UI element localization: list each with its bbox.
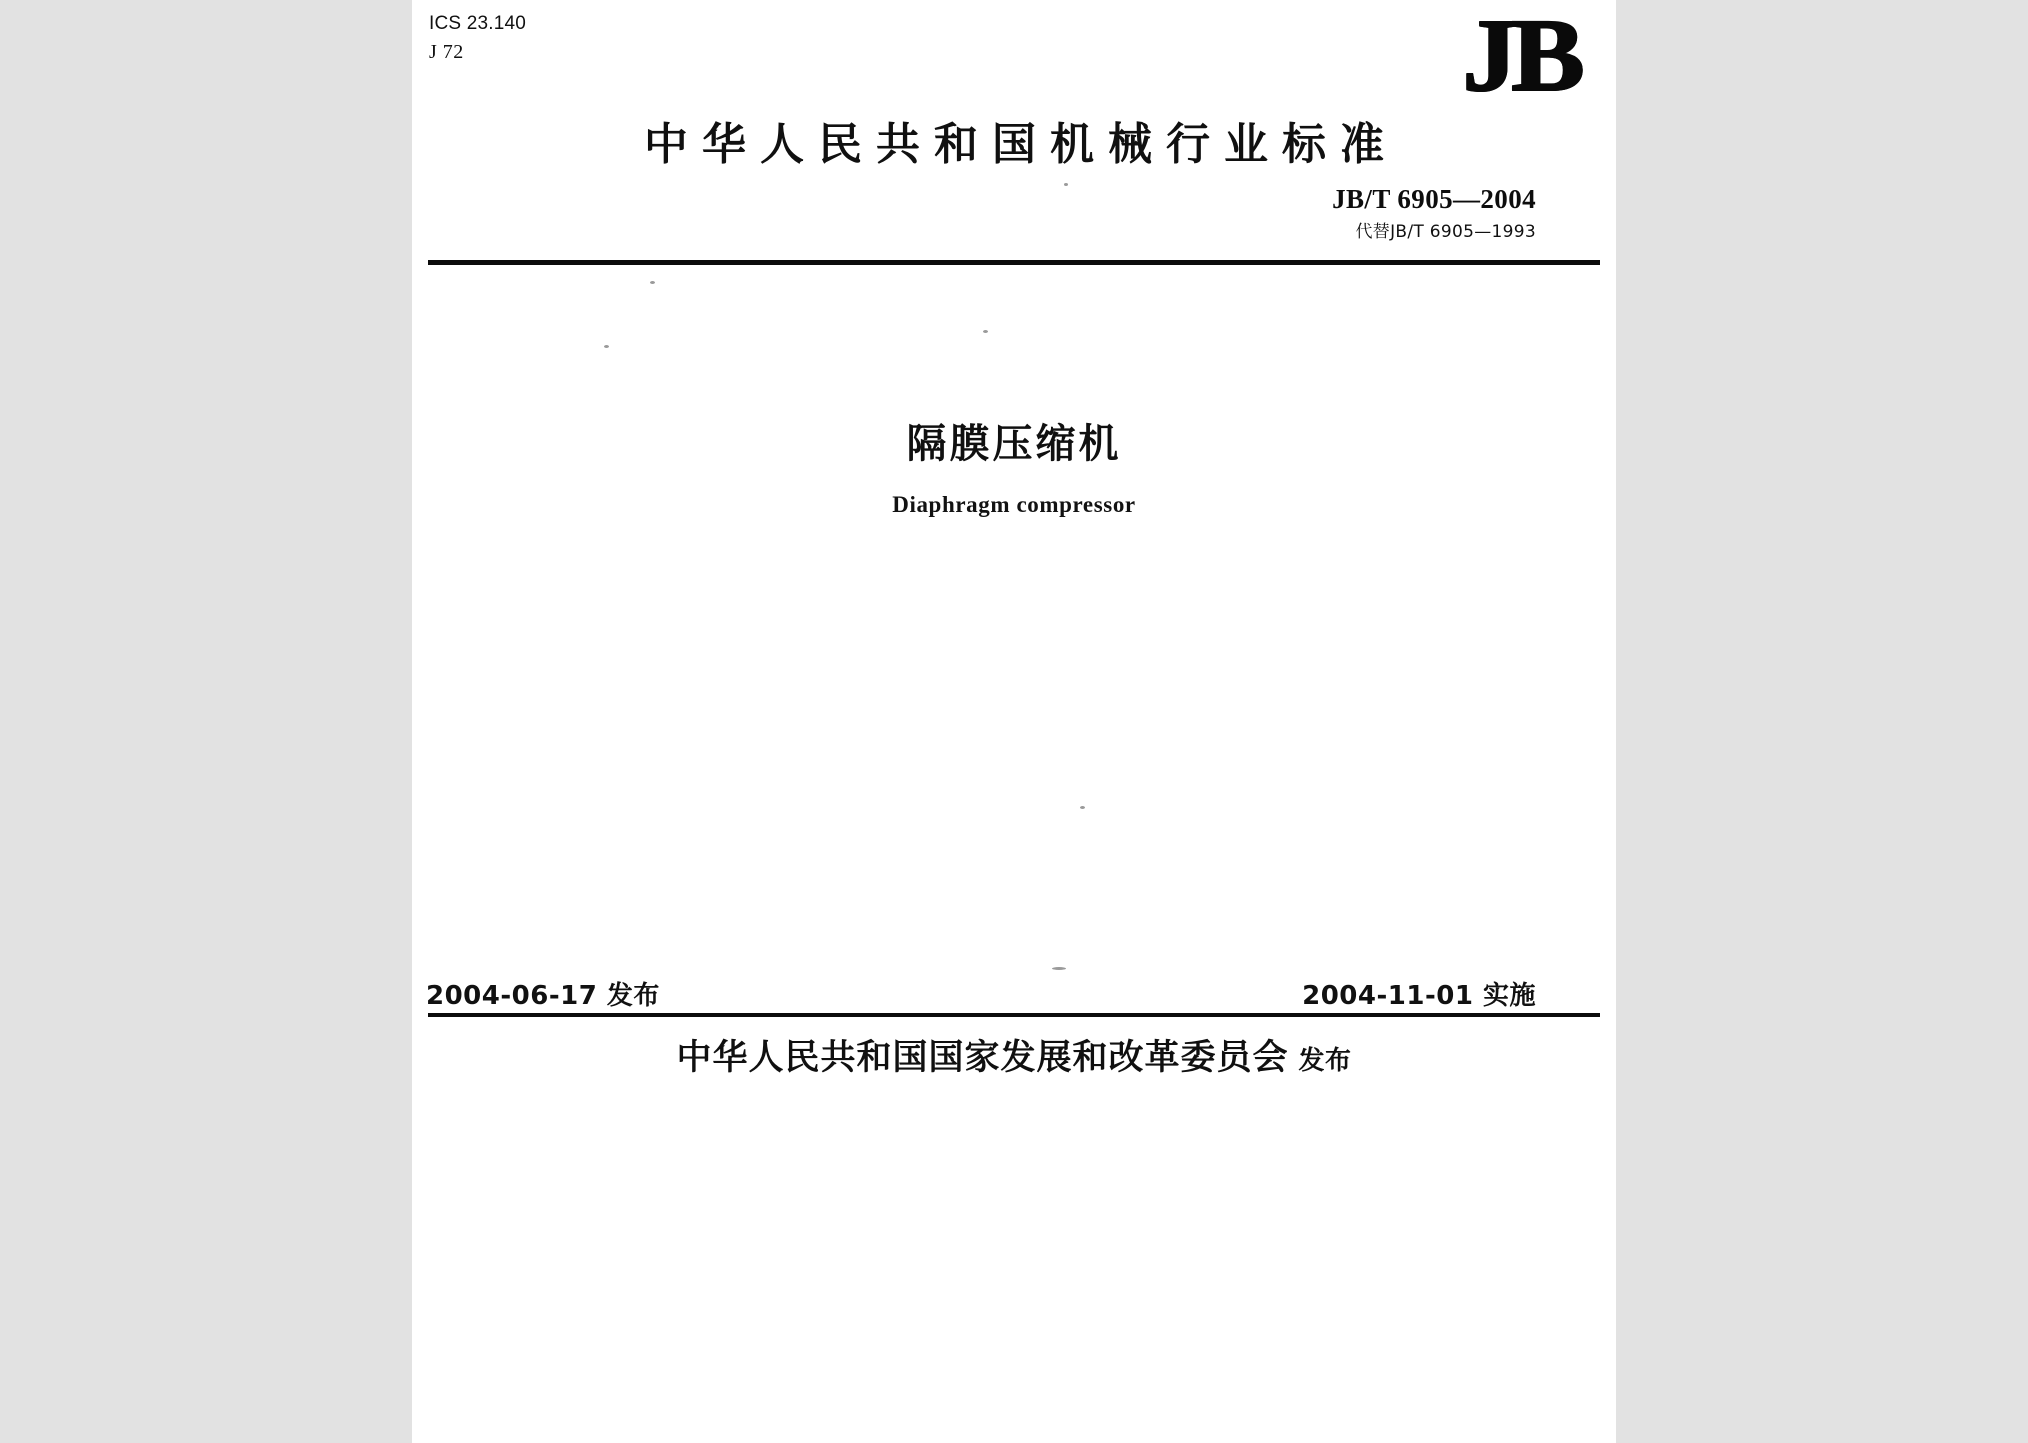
- scan-speck: [1080, 806, 1085, 809]
- standard-header-chinese: 中华人民共和国机械行业标准: [644, 119, 1398, 170]
- ics-classification-block: [429, 10, 526, 67]
- jb-logo: JB: [1462, 0, 1578, 113]
- scan-speck: [1064, 183, 1068, 186]
- page-content: [412, 0, 1616, 1443]
- publisher-name: 中华人民共和国国家发展和改革委员会: [676, 1038, 1289, 1078]
- footer-divider: [428, 1013, 1600, 1017]
- scan-speck: [650, 281, 655, 284]
- scan-speck: [1052, 967, 1066, 970]
- ics-code: ICS 23.140: [429, 13, 527, 34]
- standard-cover-page: [412, 0, 1616, 1443]
- scan-speck: [604, 345, 609, 348]
- standard-number: JB/T 6905—2004: [1332, 184, 1536, 214]
- standard-replaces: 代替JB/T 6905—1993: [1355, 222, 1536, 242]
- classification-code: J 72: [429, 40, 464, 63]
- header-divider: [428, 260, 1600, 265]
- publisher-line: [412, 1030, 1616, 1080]
- publisher-suffix: 发布: [1298, 1046, 1352, 1076]
- scan-speck: [983, 330, 988, 333]
- document-title-english: Diaphragm compressor: [892, 492, 1136, 517]
- issue-date: 2004-06-17 发布: [426, 981, 660, 1011]
- document-title-chinese: 隔膜压缩机: [906, 421, 1122, 467]
- effective-date: 2004-11-01 实施: [1302, 981, 1536, 1011]
